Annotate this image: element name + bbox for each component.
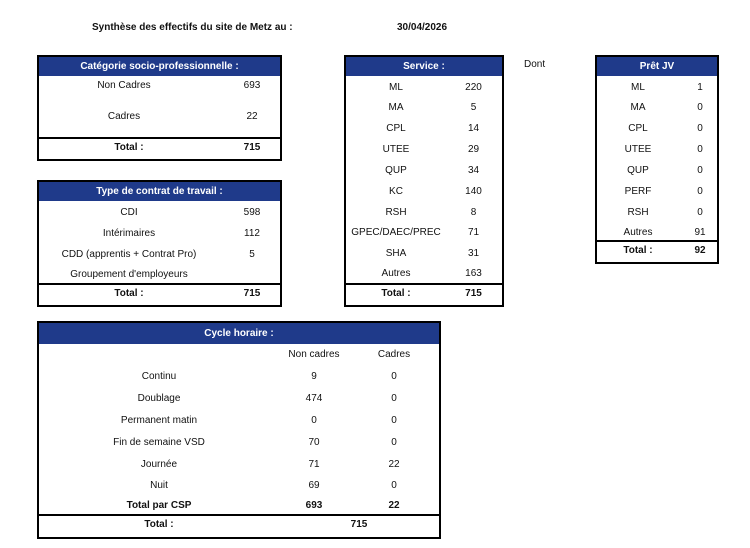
contrat-row-value: 5	[249, 249, 255, 260]
service-table	[344, 55, 504, 307]
cycle-row-cadres: 0	[391, 480, 397, 491]
pret-total-value: 92	[694, 245, 706, 256]
page-title: Synthèse des effectifs du site de Metz au :	[92, 22, 293, 33]
cycle-col-noncadres: Non cadres	[288, 349, 340, 360]
cycle-row-label: Continu	[141, 371, 177, 382]
service-row-value: 31	[467, 248, 480, 259]
report-date: 30/04/2026	[397, 22, 448, 33]
pret-row-label: PERF	[624, 186, 652, 197]
cycle-row-cadres: 0	[391, 415, 397, 426]
cycle-col-cadres: Cadres	[377, 349, 411, 360]
cycle-row-label: Nuit	[150, 480, 168, 491]
pret-row-label: RSH	[627, 207, 649, 218]
service-row-value: 34	[467, 165, 480, 176]
pret-row-value: 1	[697, 82, 703, 93]
csp-table	[37, 55, 282, 161]
service-row-label: UTEE	[382, 144, 410, 155]
service-row-value: 14	[467, 123, 480, 134]
service-row-label: KC	[389, 186, 403, 197]
cycle-row-label: Permanent matin	[120, 415, 198, 426]
pret-row-value: 0	[697, 207, 703, 218]
csp-row-label: Cadres	[107, 111, 141, 122]
pret-row-value: 0	[697, 144, 703, 155]
service-total-label: Total :	[381, 288, 411, 299]
pret-row-value: 0	[697, 123, 703, 134]
csp-total-value: 715	[243, 142, 261, 153]
pret-total-label: Total :	[623, 245, 653, 256]
csp-row-label: Non Cadres	[97, 80, 151, 91]
cycle-row-label: Journée	[140, 459, 178, 470]
pret-jv-table-header: Prêt JV	[597, 57, 717, 76]
pret-total-row	[597, 240, 717, 262]
pret-row-label: Autres	[623, 227, 653, 238]
service-row-value: 71	[467, 227, 480, 238]
service-row-label: Autres	[381, 268, 411, 279]
cycle-row-cadres: 0	[391, 371, 397, 382]
cycle-row-noncadres: 474	[305, 393, 323, 404]
service-total-row	[346, 283, 502, 305]
pret-row-value: 0	[697, 186, 703, 197]
contrat-total-value: 715	[243, 288, 261, 299]
cycle-row-noncadres: 9	[311, 371, 317, 382]
cycle-row-noncadres: 0	[311, 415, 317, 426]
contrat-row-label: CDD (apprentis + Contrat Pro)	[61, 249, 197, 260]
pret-jv-table	[595, 55, 719, 264]
cycle-row-cadres: 22	[388, 459, 400, 470]
cycle-row-cadres: 0	[391, 393, 397, 404]
contrat-row-label: CDI	[120, 207, 138, 218]
service-row-label: MA	[388, 102, 404, 113]
cycle-total-row	[39, 514, 439, 537]
cycle-row-noncadres: 71	[308, 459, 320, 470]
service-row-label: GPEC/DAEC/PREC	[351, 227, 441, 238]
contrat-row-label: Groupement d'employeurs	[70, 269, 188, 280]
cycle-row-noncadres: 69	[308, 480, 320, 491]
dont-label: Dont	[524, 59, 546, 70]
service-row-label: SHA	[385, 248, 407, 259]
contrat-total-row	[39, 283, 280, 305]
service-row-value: 140	[465, 186, 482, 197]
pret-row-label: MA	[630, 102, 646, 113]
cycle-csp-total-noncadres: 693	[305, 500, 323, 511]
csp-row-value: 693	[243, 80, 261, 91]
pret-row-value: 0	[697, 165, 703, 176]
contrat-total-label: Total :	[114, 288, 144, 299]
cycle-row-noncadres: 70	[308, 437, 320, 448]
service-row-value: 29	[467, 144, 480, 155]
service-row-label: CPL	[386, 123, 406, 134]
cycle-row-label: Doublage	[137, 393, 181, 404]
cycle-row-cadres: 0	[391, 437, 397, 448]
service-row-value: 220	[465, 82, 482, 93]
cycle-csp-total-label: Total par CSP	[126, 500, 192, 511]
cycle-table-header: Cycle horaire :	[39, 323, 439, 344]
csp-total-row	[39, 137, 280, 159]
pret-row-value: 0	[697, 102, 703, 113]
cycle-row-label: Fin de semaine VSD	[113, 437, 205, 448]
cycle-total-value: 715	[350, 519, 368, 530]
pret-row-label: UTEE	[624, 144, 652, 155]
service-total-value: 715	[465, 288, 482, 299]
contrat-row-label: Intérimaires	[102, 228, 156, 239]
csp-row-value: 22	[246, 111, 258, 122]
contrat-row-value: 112	[244, 228, 260, 239]
cycle-total-label: Total :	[144, 519, 174, 530]
service-row-label: QUP	[385, 165, 407, 176]
csp-total-label: Total :	[114, 142, 144, 153]
contrat-table-header: Type de contrat de travail :	[39, 182, 280, 201]
service-table-header: Service :	[346, 57, 502, 76]
pret-row-label: CPL	[628, 123, 648, 134]
pret-row-value: 91	[694, 227, 706, 238]
service-row-value: 5	[470, 102, 477, 113]
pret-row-label: QUP	[627, 165, 649, 176]
csp-table-header: Catégorie socio-professionnelle :	[39, 57, 280, 76]
contrat-row-value: 598	[243, 207, 261, 218]
cycle-csp-total-cadres: 22	[388, 500, 400, 511]
contrat-table	[37, 180, 282, 307]
cycle-horaire-table	[37, 321, 441, 539]
pret-row-label: ML	[631, 82, 645, 93]
service-row-value: 8	[470, 207, 477, 218]
service-row-label: RSH	[385, 207, 407, 218]
service-row-value: 163	[465, 268, 482, 279]
service-row-label: ML	[389, 82, 403, 93]
